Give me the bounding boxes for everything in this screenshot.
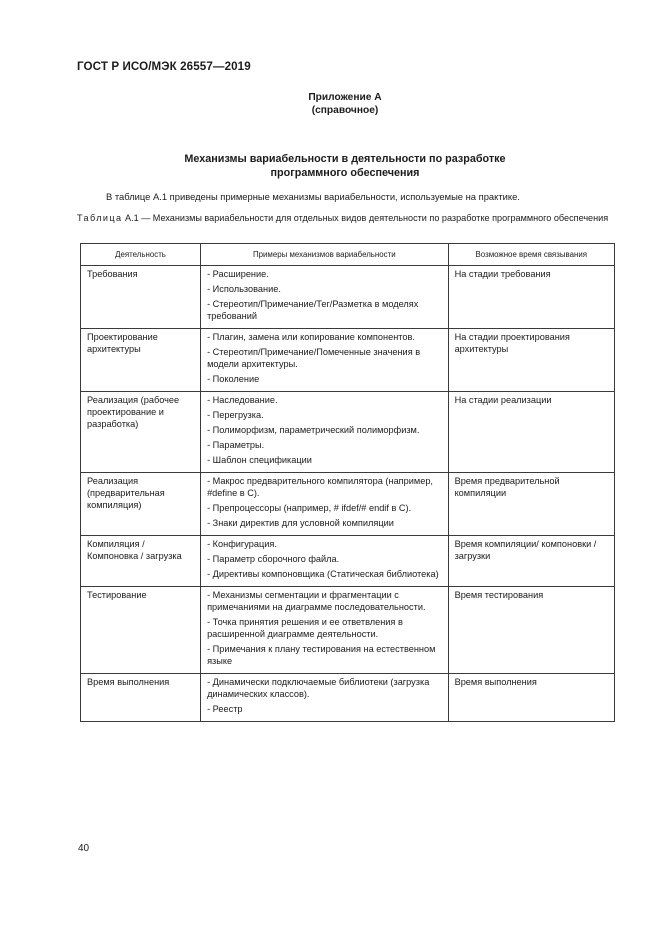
example-item: - Стереотип/Примечание/Тег/Разметка в моделях требований	[207, 299, 419, 321]
table-header-row	[81, 244, 615, 266]
example-item: - Наследование.	[207, 395, 278, 405]
example-item: - Макрос предварительного компилятора (например, #define в С).	[207, 476, 433, 498]
page-number: 40	[78, 843, 90, 854]
header-activity: Деятельность	[81, 244, 201, 266]
standard-code: ГОСТ Р ИСО/МЭК 26557—2019	[77, 60, 251, 73]
section-title-line1: Механизмы вариабельности в деятельности по разработке	[184, 153, 506, 165]
example-item: - Стереотип/Примечание/Помеченные значения в модели архитектуры.	[207, 347, 421, 369]
example-item: - Шаблон спецификации	[207, 455, 312, 465]
cell-binding-time: На стадии реализации	[448, 392, 614, 473]
table-caption-label: Таблица	[77, 213, 123, 223]
annex-title: Приложение А	[308, 92, 382, 103]
table-caption	[77, 213, 615, 225]
cell-examples	[201, 329, 449, 392]
example-item: - Точка принятия решения и ее ответвления в расширенной диаграмме деятельности.	[207, 617, 403, 639]
cell-examples	[201, 587, 449, 674]
section-title	[0, 153, 661, 180]
example-item: - Параметры.	[207, 440, 265, 450]
intro-paragraph: В таблице А.1 приведены примерные механизмы вариабельности, используемые на практике.	[106, 191, 520, 202]
table-row	[81, 392, 615, 473]
example-item: - Конфигурация.	[207, 539, 277, 549]
table-row	[81, 473, 615, 536]
variability-table	[80, 243, 615, 722]
cell-examples	[201, 392, 449, 473]
cell-examples	[201, 674, 449, 722]
example-item: - Поколение	[207, 374, 260, 384]
cell-binding-time: Время предварительной компиляции	[448, 473, 614, 536]
example-item: - Расширение.	[207, 269, 269, 279]
section-title-line2: программного обеспечения	[270, 166, 420, 179]
cell-examples	[201, 266, 449, 329]
cell-examples	[201, 473, 449, 536]
cell-binding-time: На стадии проектирования архитектуры	[448, 329, 614, 392]
annex-heading	[0, 91, 661, 117]
header-binding-time: Возможное время связывания	[448, 244, 614, 266]
cell-activity: Время выполнения	[81, 674, 201, 722]
table-body	[81, 266, 615, 722]
annex-subtitle: (справочное)	[311, 105, 379, 116]
example-item: - Директивы компоновщика (Статическая библиотека)	[207, 569, 439, 579]
cell-activity: Реализация (рабочее проектирование и разработка)	[81, 392, 201, 473]
table-row	[81, 536, 615, 587]
example-item: - Параметр сборочного файла.	[207, 554, 340, 564]
cell-activity: Реализация (предварительная компиляция)	[81, 473, 201, 536]
example-item: - Полиморфизм, параметрический полиморфизм.	[207, 425, 420, 435]
example-item: - Знаки директив для условной компиляции	[207, 518, 394, 528]
table-caption-text: — Механизмы вариабельности для отдельных видов деятельности по разработке программного обеспечения	[141, 213, 609, 223]
example-item: - Использование.	[207, 284, 281, 294]
table-row	[81, 587, 615, 674]
cell-binding-time: Время тестирования	[448, 587, 614, 674]
example-item: - Примечания к плану тестирования на естественном языке	[207, 644, 436, 666]
table-row	[81, 266, 615, 329]
cell-activity: Компиляция / Компоновка / загрузка	[81, 536, 201, 587]
table-row	[81, 329, 615, 392]
cell-activity: Тестирование	[81, 587, 201, 674]
table-caption-number: А.1	[125, 213, 139, 223]
cell-binding-time: Время выполнения	[448, 674, 614, 722]
table-row	[81, 674, 615, 722]
cell-activity: Требования	[81, 266, 201, 329]
header-examples: Примеры механизмов вариабельности	[201, 244, 449, 266]
example-item: - Реестр	[207, 704, 243, 714]
example-item: - Плагин, замена или копирование компонентов.	[207, 332, 415, 342]
cell-examples	[201, 536, 449, 587]
cell-binding-time: Время компиляции/ компоновки / загрузки	[448, 536, 614, 587]
cell-activity: Проектирование архитектуры	[81, 329, 201, 392]
example-item: - Механизмы сегментации и фрагментации с примечаниями на диаграмме последовательности.	[207, 590, 426, 612]
example-item: - Препроцессоры (например, # ifdef/# endif в С).	[207, 503, 412, 513]
example-item: - Перегрузка.	[207, 410, 264, 420]
example-item: - Динамически подключаемые библиотеки (загрузка динамических классов).	[207, 677, 430, 699]
cell-binding-time: На стадии требования	[448, 266, 614, 329]
